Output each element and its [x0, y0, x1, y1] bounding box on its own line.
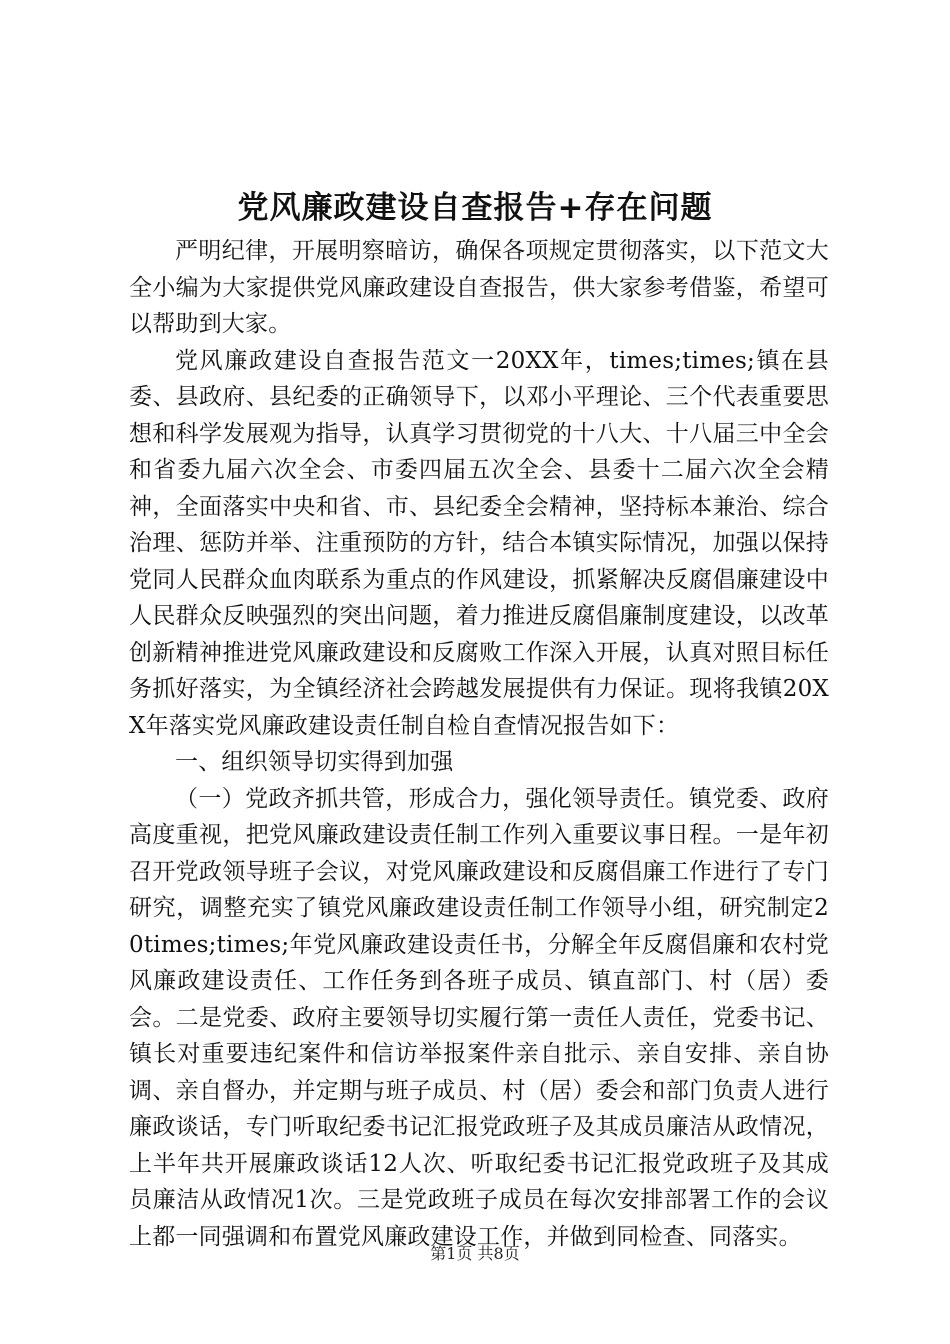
page-number-footer: 第1页 共8页: [430, 1244, 520, 1263]
section-heading: 一、组织领导切实得到加强: [175, 749, 454, 775]
document-title: 党风廉政建设自查报告+存在问题: [237, 190, 713, 226]
paragraph-report-opening: 党风廉政建设自查报告范文一20XX年，times;times;镇在县委、县政府、县纪委的正确领导下，以邓小平理论、三个代表重要思想和科学发展观为指导，认真学习贯彻党的十八大、十八届三中全会和省委九届六次全会、市委四届五次全会、县委十二届六次全会精神，全面落实中央和省、市、县纪委全会精神，坚持标本兼治、综合治理、惩防并举、注重预防的方针，结合本镇实际情况，加强以保持党同人民群众血肉联系为重点的作风建设，抓紧解决反腐倡廉建设中人民群众反映强烈的突出问题，着力推进反腐倡廉制度建设，以改革创新精神推进党风廉政建设和反腐败工作深入开展，认真对照目标任务抓好落实，为全镇经济社会跨越发展提供有力保证。现将我镇20XX年落实党风廉政建设责任制自检自查情况报告如下：: [129, 347, 829, 739]
paragraph-subsection-one: （一）党政齐抓共管，形成合力，强化领导责任。镇党委、政府高度重视，把党风廉政建设责任制工作列入重要议事日程。一是年初召开党政领导班子会议，对党风廉政建设和反腐倡廉工作进行了专门研究，调整充实了镇党风廉政建设责任制工作领导小组，研究制定20times;times;年党风廉政建设责任书，分解全年反腐倡廉和农村党风廉政建设责任、工作任务到各班子成员、镇直部门、村（居）委会。二是党委、政府主要领导切实履行第一责任人责任，党委书记、镇长对重要违纪案件和信访举报案件亲自批示、亲自安排、亲自协调、亲自督办，并定期与班子成员、村（居）委会和部门负责人进行廉政谈话，专门听取纪委书记汇报党政班子及其成员廉洁从政情况，上半年共开展廉政谈话12人次、听取纪委书记汇报党政班子及其成员廉洁从政情况1次。三是党政班子成员在每次安排部署工作的会议上都一同强调和布置党风廉政建设工作，并做到同检查、同落实。: [129, 785, 829, 1250]
paragraph-intro: 严明纪律，开展明察暗访，确保各项规定贯彻落实，以下范文大全小编为大家提供党风廉政建设自查报告，供大家参考借鉴，希望可以帮助到大家。: [129, 238, 829, 337]
document-body: [129, 233, 829, 1255]
